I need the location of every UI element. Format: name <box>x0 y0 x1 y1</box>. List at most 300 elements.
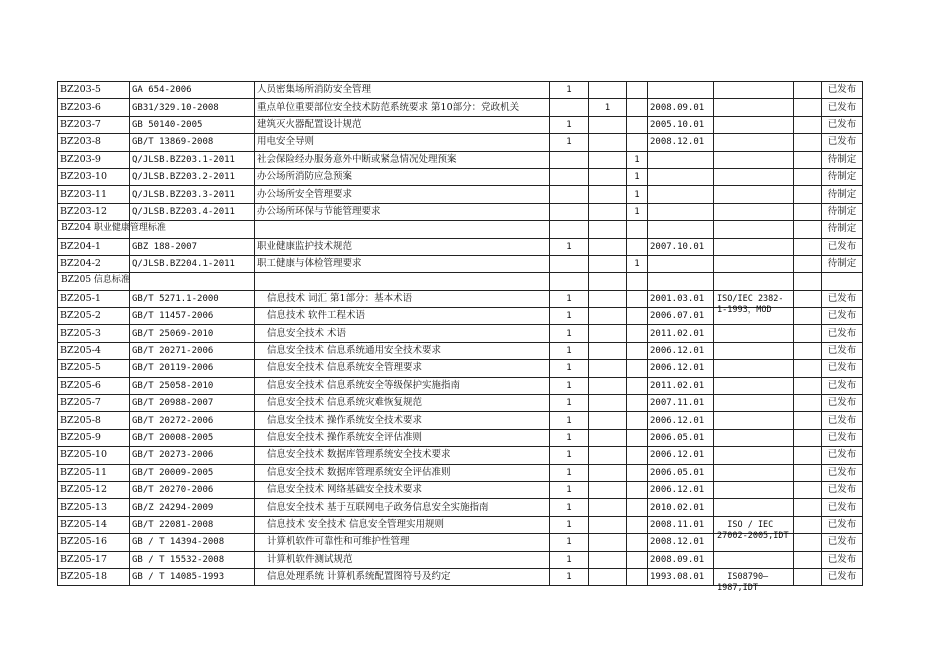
standard-name-cell <box>255 499 550 516</box>
flag-cell-1-text: 1 <box>566 450 572 461</box>
blank-cell <box>794 99 822 116</box>
code-cell-text: BZ205-12 <box>60 484 108 496</box>
date-cell <box>648 342 714 359</box>
flag-cell-1 <box>550 82 589 99</box>
table-row <box>58 464 863 481</box>
flag-cell-2 <box>589 377 627 394</box>
standard-number-cell-text: Q/JLSB.BZ203.1-2011 <box>132 154 235 165</box>
standard-name-cell <box>255 342 550 359</box>
standard-number-cell <box>130 308 255 325</box>
flag-cell-2 <box>589 203 627 220</box>
flag-cell-3-text: 1 <box>634 189 640 200</box>
flag-cell-1 <box>550 534 589 551</box>
code-cell-text: BZ205-11 <box>60 466 108 478</box>
reference-cell <box>714 481 794 498</box>
blank-cell <box>794 377 822 394</box>
code-cell <box>58 447 130 464</box>
blank-cell <box>794 429 822 446</box>
blank-cell <box>794 273 822 290</box>
flag-cell-2 <box>589 238 627 255</box>
code-cell <box>58 82 130 99</box>
flag-cell-1 <box>550 255 589 272</box>
code-cell <box>58 360 130 377</box>
blank-cell <box>794 203 822 220</box>
flag-cell-2 <box>589 134 627 151</box>
date-cell <box>648 377 714 394</box>
standard-name-cell <box>255 464 550 481</box>
flag-cell-1 <box>550 516 589 533</box>
flag-cell-3 <box>627 82 648 99</box>
date-cell-text: 2005.10.01 <box>650 119 705 130</box>
flag-cell-2 <box>589 360 627 377</box>
date-cell-text: 2001.03.01 <box>650 293 705 304</box>
blank-cell <box>794 395 822 412</box>
flag-cell-1 <box>550 238 589 255</box>
flag-cell-1-text: 1 <box>566 467 572 478</box>
table-row <box>58 238 863 255</box>
status-cell-text: 待制定 <box>827 205 857 217</box>
date-cell <box>648 395 714 412</box>
flag-cell-1 <box>550 99 589 116</box>
reference-cell <box>714 168 794 185</box>
status-cell-text: 已发布 <box>827 240 857 252</box>
flag-cell-1 <box>550 134 589 151</box>
status-cell <box>822 325 863 342</box>
reference-cell <box>714 134 794 151</box>
date-cell <box>648 534 714 551</box>
status-cell <box>822 221 863 238</box>
status-cell-text: 已发布 <box>827 432 857 443</box>
standard-name-cell-text: 信息安全技术 操作系统安全评估准则 <box>267 432 423 443</box>
status-cell <box>822 238 863 255</box>
flag-cell-2 <box>589 412 627 429</box>
standard-name-cell-text: 信息安全技术 信息系统灾难恢复规范 <box>267 397 423 409</box>
flag-cell-3 <box>627 377 648 394</box>
standard-name-cell-text: 职业健康监护技术规范 <box>257 240 353 252</box>
flag-cell-3 <box>627 116 648 133</box>
flag-cell-3 <box>627 412 648 429</box>
reference-cell-text: ISO / IEC 27002-2005,IDT <box>717 519 789 541</box>
status-cell <box>822 464 863 481</box>
status-cell-text: 已发布 <box>827 553 857 565</box>
date-cell <box>648 203 714 220</box>
standard-name-cell-text: 信息安全技术 操作系统安全技术要求 <box>267 414 423 426</box>
code-cell <box>58 499 130 516</box>
standard-number-cell <box>130 238 255 255</box>
code-cell-text: BZ205-14 <box>60 518 108 530</box>
code-cell <box>58 168 130 185</box>
reference-cell <box>714 412 794 429</box>
blank-cell <box>794 499 822 516</box>
date-cell <box>648 290 714 307</box>
flag-cell-3 <box>627 516 648 533</box>
code-cell <box>58 325 130 342</box>
standard-number-cell-text: GB31/329.10-2008 <box>132 102 219 113</box>
standard-name-cell-text: 人员密集场所消防安全管理 <box>257 84 372 96</box>
status-cell <box>822 151 863 168</box>
flag-cell-1-text: 1 <box>566 328 572 339</box>
standard-number-cell-text: GB/T 25058-2010 <box>132 380 214 391</box>
standard-number-cell-text: GB/T 25069-2010 <box>132 328 214 339</box>
flag-cell-1-text: 1 <box>566 398 572 409</box>
blank-cell <box>794 186 822 203</box>
table-row <box>58 360 863 377</box>
status-cell <box>822 516 863 533</box>
flag-cell-3 <box>627 203 648 220</box>
standard-name-cell <box>255 290 550 307</box>
status-cell-text: 已发布 <box>827 362 857 374</box>
reference-cell-text: ISO/IEC 2382- 1-1993，MOD <box>717 293 784 315</box>
flag-cell-3 <box>627 134 648 151</box>
standard-name-cell-text: 计算机软件测试规范 <box>267 553 353 565</box>
status-cell-text: 已发布 <box>827 345 857 357</box>
reference-cell <box>714 255 794 272</box>
standard-number-cell-text: GB/T 20272-2006 <box>132 415 214 426</box>
standard-name-cell <box>255 534 550 551</box>
group-title-cell <box>58 221 166 238</box>
blank-cell <box>794 221 822 238</box>
code-cell <box>58 308 130 325</box>
flag-cell-3 <box>627 464 648 481</box>
flag-cell-1-text: 1 <box>566 137 572 148</box>
date-cell-text: 2006.12.01 <box>650 363 705 374</box>
standard-number-cell-text: GB/T 20009-2005 <box>132 467 214 478</box>
table-row <box>58 342 863 359</box>
standard-name-cell <box>255 151 550 168</box>
blank-cell <box>794 412 822 429</box>
date-cell-text: 2010.02.01 <box>650 502 705 513</box>
status-cell-text: 已发布 <box>827 518 857 530</box>
blank-cell <box>794 447 822 464</box>
status-cell-text: 已发布 <box>827 379 857 391</box>
flag-cell-2 <box>589 151 627 168</box>
flag-cell-1-text: 1 <box>566 572 572 583</box>
blank-cell <box>794 534 822 551</box>
table-row <box>58 168 863 185</box>
flag-cell-3-text: 1 <box>634 259 640 270</box>
standard-name-cell <box>255 429 550 446</box>
standard-number-cell <box>130 325 255 342</box>
status-cell <box>822 429 863 446</box>
standards-table <box>57 81 863 593</box>
status-cell <box>822 377 863 394</box>
flag-cell-2 <box>589 464 627 481</box>
standard-number-cell <box>130 516 255 533</box>
code-cell-text: BZ205-17 <box>60 553 108 565</box>
flag-cell-2 <box>589 516 627 533</box>
standard-name-cell <box>255 308 550 325</box>
code-cell-text: BZ205-4 <box>60 345 101 357</box>
flag-cell-1 <box>550 360 589 377</box>
date-cell-text: 2006.12.01 <box>650 485 705 496</box>
flag-cell-2 <box>589 186 627 203</box>
flag-cell-1 <box>550 551 589 568</box>
status-cell <box>822 568 863 585</box>
date-cell <box>648 568 714 585</box>
reference-cell <box>714 568 794 593</box>
table-row <box>58 99 863 116</box>
standard-number-cell-text: GB / T 15532-2008 <box>132 554 225 565</box>
reference-cell <box>714 447 794 464</box>
standard-number-cell-text: GB/T 20273-2006 <box>132 450 214 461</box>
flag-cell-3 <box>627 290 648 307</box>
flag-cell-3 <box>627 499 648 516</box>
code-cell <box>58 534 130 551</box>
table-row <box>58 568 863 585</box>
flag-cell-1 <box>550 203 589 220</box>
reference-cell <box>714 203 794 220</box>
date-cell-text: 2008.09.01 <box>650 102 705 113</box>
flag-cell-2 <box>589 168 627 185</box>
standard-name-cell <box>255 273 550 290</box>
date-cell <box>648 308 714 325</box>
flag-cell-1-text: 1 <box>566 380 572 391</box>
flag-cell-3 <box>627 238 648 255</box>
standard-number-cell-text: GB / T 14394-2008 <box>132 537 225 548</box>
flag-cell-3 <box>627 221 648 238</box>
standard-name-cell <box>255 116 550 133</box>
standard-number-cell <box>130 186 255 203</box>
code-cell <box>58 568 130 585</box>
date-cell <box>648 168 714 185</box>
code-cell <box>58 238 130 255</box>
flag-cell-2 <box>589 221 627 238</box>
reference-cell <box>714 464 794 481</box>
standard-number-cell <box>130 377 255 394</box>
standard-number-cell <box>130 534 255 551</box>
flag-cell-2 <box>589 255 627 272</box>
status-cell <box>822 499 863 516</box>
flag-cell-2 <box>589 395 627 412</box>
flag-cell-2 <box>589 82 627 99</box>
status-cell-text: 待制定 <box>827 188 857 200</box>
reference-cell <box>714 395 794 412</box>
table-row <box>58 516 863 533</box>
flag-cell-3-text: 1 <box>634 172 640 183</box>
status-cell <box>822 447 863 464</box>
flag-cell-1 <box>550 168 589 185</box>
flag-cell-3-text: 1 <box>634 154 640 165</box>
table-row <box>58 499 863 516</box>
code-cell-text: BZ205-9 <box>60 432 101 443</box>
group-row <box>58 221 863 238</box>
status-cell-text: 已发布 <box>827 414 857 426</box>
standard-number-cell <box>130 290 255 307</box>
group-title-cell <box>58 273 130 290</box>
code-cell <box>58 99 130 116</box>
standard-number-cell <box>130 447 255 464</box>
flag-cell-1 <box>550 412 589 429</box>
standard-number-cell-text: Q/JLSB.BZ203.2-2011 <box>132 172 235 183</box>
standard-name-cell <box>255 186 550 203</box>
reference-cell-text: IS08790— 1987,IDT <box>717 571 769 593</box>
date-cell <box>648 255 714 272</box>
standard-number-cell <box>130 464 255 481</box>
standard-name-cell-text: 信息安全技术 网络基础安全技术要求 <box>267 484 423 496</box>
standard-name-cell <box>255 238 550 255</box>
standard-name-cell <box>255 568 550 585</box>
date-cell <box>648 99 714 116</box>
date-cell <box>648 238 714 255</box>
flag-cell-3 <box>627 395 648 412</box>
date-cell <box>648 273 714 290</box>
blank-cell <box>794 516 822 533</box>
date-cell <box>648 82 714 99</box>
code-cell-text: BZ203-12 <box>60 205 108 217</box>
status-cell-text: 已发布 <box>827 466 857 478</box>
standard-number-cell-text: GB/T 20988-2007 <box>132 398 214 409</box>
date-cell-text: 2008.11.01 <box>650 519 705 530</box>
table-row <box>58 255 863 272</box>
flag-cell-1-text: 1 <box>566 293 572 304</box>
flag-cell-1-text: 1 <box>566 519 572 530</box>
status-cell-text: 已发布 <box>827 501 857 513</box>
reference-cell <box>714 516 794 541</box>
standard-number-cell <box>130 412 255 429</box>
standard-name-cell <box>255 395 550 412</box>
standard-number-cell <box>130 203 255 220</box>
standard-number-cell <box>130 342 255 359</box>
flag-cell-1 <box>550 273 589 290</box>
date-cell <box>648 325 714 342</box>
standard-name-cell-text: 建筑灭火器配置设计规范 <box>257 118 362 130</box>
flag-cell-2 <box>589 447 627 464</box>
standard-name-cell-text: 社会保险经办服务意外中断或紧急情况处理预案 <box>257 153 457 165</box>
standard-name-cell-text: 信息安全技术 数据库管理系统安全技术要求 <box>267 449 451 461</box>
status-cell <box>822 134 863 151</box>
standard-number-cell-text: GB / T 14085-1993 <box>132 572 225 583</box>
standard-name-cell-text: 信息安全技术 基于互联网电子政务信息安全实施指南 <box>267 501 489 513</box>
standard-name-cell-text: 职工健康与体检管理要求 <box>257 258 362 270</box>
standard-name-cell-text: 信息安全技术 数据库管理系统安全评估准则 <box>267 466 451 478</box>
reference-cell <box>714 499 794 516</box>
reference-cell <box>714 377 794 394</box>
standard-number-cell <box>130 168 255 185</box>
reference-cell <box>714 429 794 446</box>
flag-cell-3 <box>627 168 648 185</box>
flag-cell-2 <box>589 273 627 290</box>
code-cell-text: BZ205-13 <box>60 501 108 513</box>
code-cell <box>58 429 130 446</box>
status-cell <box>822 481 863 498</box>
blank-cell <box>794 238 822 255</box>
code-cell-text: BZ204-2 <box>60 258 101 270</box>
status-cell <box>822 168 863 185</box>
standard-name-cell <box>255 377 550 394</box>
blank-cell <box>794 116 822 133</box>
table-row <box>58 412 863 429</box>
standard-number-cell-text: GB/T 13869-2008 <box>132 137 214 148</box>
standard-number-cell-text: GB/T 20119-2006 <box>132 363 214 374</box>
code-cell-text: BZ205-18 <box>60 571 108 583</box>
status-cell <box>822 360 863 377</box>
group-row <box>58 273 863 290</box>
standard-number-cell <box>130 273 255 290</box>
standard-name-cell <box>255 447 550 464</box>
table-row <box>58 290 863 307</box>
date-cell-text: 2006.12.01 <box>650 450 705 461</box>
standard-number-cell <box>130 360 255 377</box>
code-cell-text: BZ205-5 <box>60 362 101 374</box>
flag-cell-2 <box>589 534 627 551</box>
flag-cell-1 <box>550 290 589 307</box>
flag-cell-3 <box>627 568 648 585</box>
flag-cell-2 <box>589 499 627 516</box>
flag-cell-2 <box>589 290 627 307</box>
reference-cell <box>714 238 794 255</box>
date-cell-text: 2007.10.01 <box>650 241 705 252</box>
flag-cell-1 <box>550 342 589 359</box>
standard-name-cell <box>255 325 550 342</box>
group-title-cell-text: BZ205 信息标准 <box>61 275 130 286</box>
flag-cell-1 <box>550 499 589 516</box>
code-cell-text: BZ203-8 <box>60 136 101 148</box>
date-cell <box>648 134 714 151</box>
code-cell <box>58 203 130 220</box>
standard-number-cell <box>130 134 255 151</box>
status-cell-text: 待制定 <box>827 223 857 235</box>
code-cell <box>58 255 130 272</box>
code-cell-text: BZ205-16 <box>60 536 108 548</box>
code-cell-text: BZ205-3 <box>60 327 101 339</box>
blank-cell <box>794 82 822 99</box>
blank-cell <box>794 568 822 585</box>
flag-cell-1 <box>550 325 589 342</box>
flag-cell-1 <box>550 481 589 498</box>
date-cell <box>648 429 714 446</box>
standard-name-cell-text: 信息处理系统 计算机系统配置图符号及约定 <box>267 571 451 583</box>
standard-name-cell-text: 重点单位重要部位安全技术防范系统要求 第10部分：党政机关 <box>257 101 520 113</box>
date-cell-text: 2006.12.01 <box>650 346 705 357</box>
standard-name-cell <box>255 82 550 99</box>
flag-cell-1-text: 1 <box>566 85 572 96</box>
status-cell <box>822 290 863 307</box>
table-row <box>58 429 863 446</box>
date-cell-text: 2006.05.01 <box>650 433 705 443</box>
standard-name-cell-text: 办公场所消防应急预案 <box>257 171 353 183</box>
code-cell-text: BZ205-8 <box>60 414 101 426</box>
date-cell-text: 2008.09.01 <box>650 554 705 565</box>
flag-cell-2 <box>589 325 627 342</box>
blank-cell <box>794 308 822 325</box>
code-cell <box>58 186 130 203</box>
status-cell-text: 已发布 <box>827 118 857 130</box>
standard-number-cell <box>130 499 255 516</box>
flag-cell-1-text: 1 <box>566 346 572 357</box>
table-row <box>58 203 863 220</box>
flag-cell-2 <box>589 429 627 446</box>
code-cell <box>58 395 130 412</box>
date-cell <box>648 464 714 481</box>
flag-cell-2 <box>589 342 627 359</box>
code-cell <box>58 481 130 498</box>
status-cell <box>822 186 863 203</box>
blank-cell <box>794 290 822 307</box>
code-cell <box>58 151 130 168</box>
reference-cell <box>714 273 794 290</box>
standard-name-cell <box>255 481 550 498</box>
flag-cell-3 <box>627 534 648 551</box>
code-cell <box>58 342 130 359</box>
status-cell-text: 待制定 <box>827 153 857 165</box>
flag-cell-1-text: 1 <box>566 311 572 322</box>
table-row <box>58 186 863 203</box>
flag-cell-2 <box>589 481 627 498</box>
flag-cell-1 <box>550 447 589 464</box>
status-cell-text: 已发布 <box>827 449 857 461</box>
standard-name-cell-text: 信息安全技术 信息系统安全管理要求 <box>267 362 423 374</box>
table-row <box>58 481 863 498</box>
